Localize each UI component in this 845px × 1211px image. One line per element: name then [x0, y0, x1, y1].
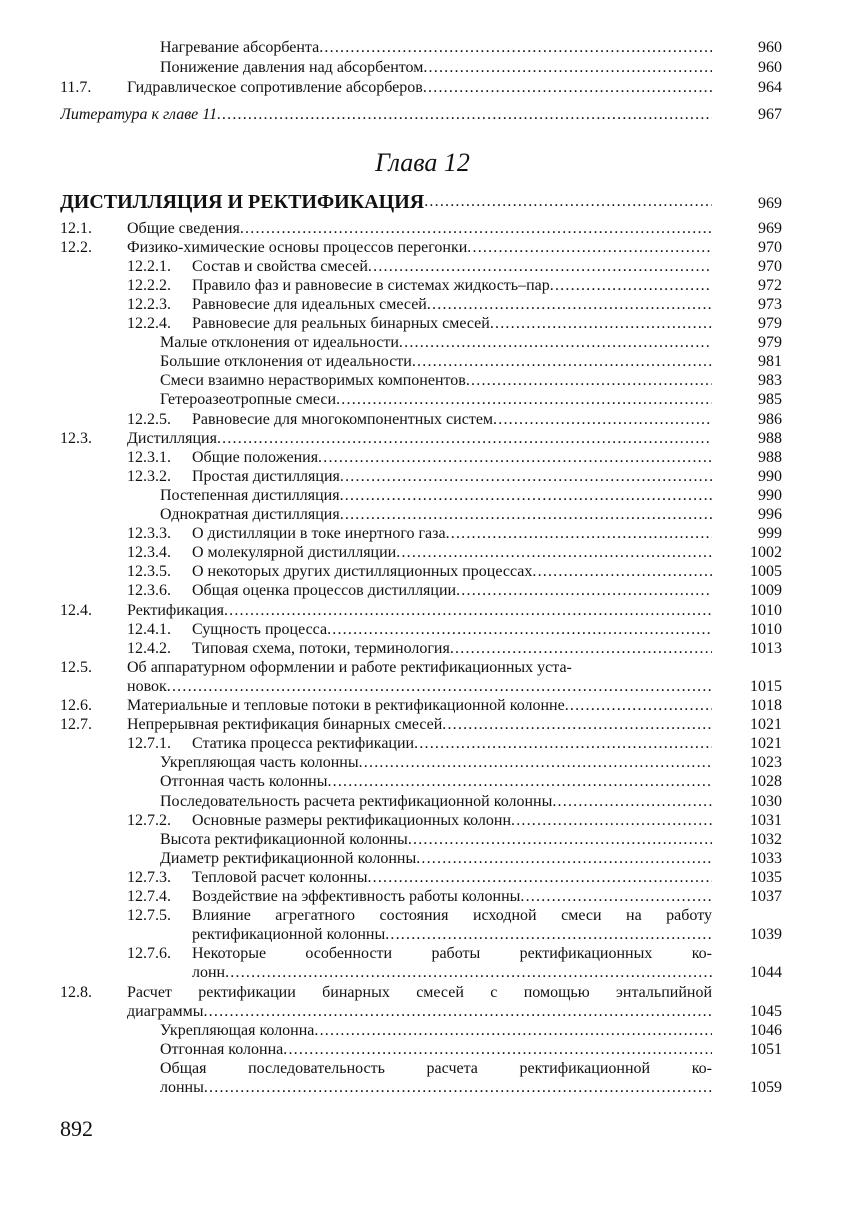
toc-entry: [60, 390, 782, 409]
page-number: 979: [758, 334, 782, 352]
page-number: 990: [758, 486, 782, 504]
entry-body: [127, 620, 712, 639]
entry-body: [127, 257, 712, 276]
dot-leader: [467, 238, 712, 257]
entry-body: [127, 658, 712, 677]
toc-entry: [60, 524, 782, 543]
entry-title: Об аппаратурном оформлении и работе ректификационных уста-: [127, 658, 572, 676]
subsection-number: 12.2.5.: [127, 410, 171, 428]
subsection-number: 12.3.6.: [127, 582, 171, 600]
toc-entry: [60, 887, 782, 906]
entry-body: [127, 429, 712, 448]
entry-title: Нагревание абсорбента: [160, 38, 320, 56]
subsection-number: 12.3.5.: [127, 563, 171, 581]
toc-entry: [60, 276, 782, 295]
page-number: 970: [758, 257, 782, 275]
entry-title: Постепенная дистилляция: [160, 486, 340, 504]
subsection-number: 12.7.5.: [127, 907, 171, 925]
entry-title: Малые отклонения от идеальности: [160, 334, 399, 352]
dot-leader: [399, 333, 712, 352]
dot-leader: [416, 849, 712, 868]
entry-title: Сущность процесса: [192, 620, 328, 638]
section-number: 12.6.: [60, 697, 92, 714]
entry-title: Расчет ректификации бинарных смесей с помощью энтальпийной: [127, 983, 712, 1001]
entry-body: [127, 1059, 712, 1078]
entry-body: [127, 58, 712, 77]
toc-entry: [60, 830, 782, 849]
dot-leader: [283, 1040, 712, 1059]
section-number: 12.8.: [60, 983, 92, 1001]
subsection-number: 12.2.3.: [127, 295, 171, 313]
entry-title: Укрепляющая колонна: [160, 1021, 315, 1039]
page-number: 1039: [750, 926, 782, 944]
dot-leader: [552, 792, 712, 811]
page-number: 1044: [750, 964, 782, 982]
entry-title: Литература к главе 11: [60, 106, 218, 123]
entry-title: новок: [127, 677, 167, 695]
entry-body: [127, 276, 712, 295]
entry-body: [127, 333, 712, 352]
toc-entry: [60, 696, 782, 715]
dot-leader: [217, 105, 712, 124]
entry-title: Последовательность расчета ректификационной колонны: [160, 792, 553, 810]
entry-body: [127, 849, 712, 868]
entry-body: [127, 78, 712, 97]
entry-body: [127, 696, 712, 715]
toc-entry: [60, 448, 782, 467]
dot-leader: [490, 314, 712, 333]
toc-entry: [60, 257, 782, 276]
entry-title: Высота ректификационной колонны: [160, 830, 408, 848]
page-number: 960: [758, 58, 782, 76]
entry-body: [127, 371, 712, 390]
page-number: 1002: [750, 544, 782, 562]
page-number: 988: [758, 429, 782, 447]
page-number: 1030: [750, 792, 782, 810]
entry-title: Влияние агрегатного состояния исходной смеси на работу: [192, 907, 712, 925]
entry-title: Общая последовательность расчета ректификационной ко-: [160, 1059, 712, 1077]
entry-body: [127, 753, 712, 772]
page-number: 1005: [750, 563, 782, 581]
toc-entry: [60, 238, 782, 257]
entry-title: Тепловой расчет колонны: [192, 868, 368, 886]
toc-entry: [60, 1078, 782, 1097]
entry-body: [127, 410, 712, 429]
page-number: 1037: [750, 888, 782, 905]
subsection-number: 12.7.6.: [127, 945, 171, 963]
entry-body: [127, 1078, 712, 1097]
dot-leader: [327, 620, 712, 639]
page-number: 1031: [750, 811, 782, 829]
entry-body: [127, 639, 712, 658]
subsection-number: 12.7.4.: [127, 888, 171, 905]
dot-leader: [217, 429, 712, 448]
toc-entry: [60, 371, 782, 390]
subsection-number: 12.7.2.: [127, 811, 171, 829]
toc-entry: [60, 658, 782, 677]
page-number: 990: [758, 467, 782, 485]
toc-entry: [60, 983, 782, 1002]
page-number: 1009: [750, 582, 782, 600]
page-number: 1059: [750, 1079, 782, 1096]
dot-leader: [532, 562, 712, 581]
entry-title: Диаметр ректификационной колонны: [160, 849, 417, 867]
chapter-title: [60, 190, 782, 216]
toc-entry: [60, 715, 782, 734]
page-number: 972: [758, 276, 782, 294]
toc-entry: [60, 811, 782, 830]
page-number: 1023: [750, 754, 782, 772]
entry-title: лонны: [160, 1079, 204, 1096]
subsection-number: 12.3.3.: [127, 525, 171, 543]
dot-leader: [167, 677, 712, 696]
dot-leader: [414, 734, 712, 753]
dot-leader: [423, 78, 712, 97]
toc-entry: [60, 1040, 782, 1059]
toc-entry: [60, 581, 782, 600]
toc-entry: [60, 753, 782, 772]
page-number: 973: [758, 295, 782, 313]
toc-entry: [60, 219, 782, 238]
page-number: 999: [758, 525, 782, 543]
section-number: 12.1.: [60, 219, 92, 237]
entry-title: Понижение давления над абсорбентом: [160, 58, 424, 76]
entry-body: [127, 314, 712, 333]
entry-title: Равновесие для реальных бинарных смесей: [192, 315, 490, 332]
entry-body: [127, 887, 712, 906]
entry-body: [127, 925, 712, 944]
entry-title: Основные размеры ректификационных колонн: [192, 811, 511, 829]
dot-leader: [225, 963, 712, 982]
toc-entry: [60, 734, 782, 753]
entry-body: [127, 677, 712, 696]
dot-leader: [318, 448, 712, 467]
toc-entry: [60, 925, 782, 944]
entry-body: [127, 524, 712, 543]
entry-title: Воздействие на эффективность работы колонны: [192, 888, 521, 905]
toc-entry: [60, 543, 782, 562]
toc-entry: [60, 467, 782, 486]
entry-title: Материальные и тепловые потоки в ректификационной колонне: [127, 697, 565, 714]
toc-entry: [60, 562, 782, 581]
page-number: 960: [758, 38, 782, 56]
toc-entry: [60, 772, 782, 791]
entry-title: Состав и свойства смесей: [192, 257, 368, 275]
toc-entry: [60, 868, 782, 887]
dot-leader: [565, 696, 712, 715]
page-number: 985: [758, 391, 782, 409]
dot-leader: [493, 410, 712, 429]
toc-entry: [60, 792, 782, 811]
entry-title: лонн: [192, 964, 226, 982]
entry-body: [127, 1040, 712, 1059]
toc-entry: [60, 677, 782, 696]
dot-leader: [319, 38, 712, 57]
toc-entry: [60, 429, 782, 448]
entry-body: [127, 792, 712, 811]
toc-entry: [60, 38, 782, 57]
page-number: 967: [758, 106, 782, 123]
dot-leader: [550, 276, 712, 295]
subsection-number: 12.3.1.: [127, 448, 171, 466]
page-number: 981: [758, 353, 782, 371]
toc-entry: [60, 486, 782, 505]
entry-title: Типовая схема, потоки, терминология: [192, 639, 450, 657]
page-number: 1010: [750, 601, 782, 619]
entry-body: [127, 715, 712, 734]
page-number: 1045: [750, 1002, 782, 1020]
page-number: 1051: [750, 1040, 782, 1058]
section-number: 12.5.: [60, 658, 92, 676]
dot-leader: [446, 524, 712, 543]
dot-leader: [456, 581, 712, 600]
entry-title: Гетероазеотропные смеси: [160, 391, 337, 409]
section-number: 12.2.: [60, 238, 92, 256]
toc-entry: [60, 295, 782, 314]
entry-body: [127, 295, 712, 314]
dot-leader: [340, 505, 712, 524]
entry-body: [127, 505, 712, 524]
entry-body: [127, 390, 712, 409]
entry-title: Общая оценка процессов дистилляции: [192, 582, 457, 600]
page-number: 969: [758, 219, 782, 237]
toc-entry: [60, 58, 782, 77]
toc-entry-literature: [60, 105, 782, 124]
entry-title: Ректификация: [127, 601, 224, 619]
entry-body: [127, 944, 712, 963]
dot-leader: [340, 467, 712, 486]
section-number: 12.3.: [60, 429, 92, 447]
page-number: 979: [758, 315, 782, 332]
entry-title: Непрерывная ректификация бинарных смесей: [127, 716, 443, 734]
entry-title: Однократная дистилляция: [160, 506, 340, 523]
toc-entry: [60, 1059, 782, 1078]
entry-title: Правило фаз и равновесие в системах жидкость–пар: [192, 276, 550, 294]
dot-leader: [336, 390, 712, 409]
entry-body: [127, 543, 712, 562]
entry-title: Отгонная часть колонны: [160, 773, 328, 791]
dot-leader: [466, 371, 712, 390]
entry-body: [127, 601, 712, 620]
entry-body: [127, 467, 712, 486]
entry-body: [127, 906, 712, 925]
dot-leader: [368, 257, 712, 276]
page-number: 986: [758, 410, 782, 428]
entry-body: [127, 352, 712, 371]
entry-body: [127, 811, 712, 830]
entry-body: [127, 486, 712, 505]
entry-title: Отгонная колонна: [160, 1040, 284, 1058]
page-number: 969: [758, 195, 782, 212]
page-number: 983: [758, 372, 782, 390]
entry-title: диаграммы: [127, 1002, 204, 1020]
toc-entry: [60, 78, 782, 97]
subsection-number: 12.4.1.: [127, 620, 171, 638]
page-number: 988: [758, 448, 782, 466]
toc-entry: [60, 1002, 782, 1021]
entry-title: Дистилляция: [127, 429, 217, 447]
toc-entry: [60, 639, 782, 658]
page-number: 1032: [750, 830, 782, 848]
page-number: 1021: [750, 716, 782, 734]
page-number: 1013: [750, 639, 782, 657]
subsection-number: 12.7.3.: [127, 868, 171, 886]
entry-body: [127, 983, 712, 1002]
entry-title: Укрепляющая часть колонны: [160, 754, 359, 772]
dot-leader: [412, 352, 712, 371]
entry-title: О дистилляции в токе инертного газа: [192, 525, 446, 543]
subsection-number: 12.2.1.: [127, 257, 171, 275]
entry-body: [127, 963, 712, 982]
entry-title: О молекулярной дистилляции: [192, 544, 397, 562]
dot-leader: [203, 1002, 712, 1021]
dot-leader: [424, 190, 712, 214]
subsection-number: 12.3.4.: [127, 544, 171, 562]
entry-title: Гидравлическое сопротивление абсорберов: [127, 78, 423, 96]
entry-title: Некоторые особенности работы ректификационных ко-: [192, 945, 712, 963]
section-number: 12.7.: [60, 716, 92, 734]
page-number: 1018: [750, 697, 782, 714]
toc-entry: [60, 906, 782, 925]
toc-entry: [60, 352, 782, 371]
subsection-number: 12.2.4.: [127, 315, 171, 332]
entry-body: [127, 38, 712, 57]
chapter-title-text: ДИСТИЛЛЯЦИЯ И РЕКТИФИКАЦИЯ: [60, 191, 425, 213]
entry-title: Смеси взаимно нерастворимых компонентов: [160, 372, 466, 390]
entry-body: [127, 830, 712, 849]
entry-body: [127, 868, 712, 887]
entry-body: [127, 772, 712, 791]
entry-title: Простая дистилляция: [192, 467, 340, 485]
folio-page-number: 892: [60, 1116, 93, 1141]
toc-entry: [60, 1021, 782, 1040]
entry-body: [127, 448, 712, 467]
dot-leader: [314, 1021, 712, 1040]
dot-leader: [367, 868, 712, 887]
chapter-label: Глава 12: [375, 148, 470, 177]
page-number: 1010: [750, 620, 782, 638]
page-number: 1046: [750, 1021, 782, 1039]
section-number: 11.7.: [60, 78, 92, 96]
entry-title: Равновесие для многокомпонентных систем: [192, 410, 494, 428]
toc-entry: [60, 601, 782, 620]
page-number: 1021: [750, 735, 782, 753]
toc-entry: [60, 410, 782, 429]
dot-leader: [423, 58, 712, 77]
subsection-number: 12.4.2.: [127, 639, 171, 657]
toc-entry: [60, 505, 782, 524]
entry-title: Общие сведения: [127, 219, 240, 237]
entry-body: [127, 219, 712, 238]
dot-leader: [204, 1078, 712, 1097]
page-number: 1035: [750, 868, 782, 886]
dot-leader: [442, 715, 712, 734]
dot-leader: [396, 543, 712, 562]
entry-title: Равновесие для идеальных смесей: [192, 295, 427, 313]
entry-title: О некоторых других дистилляционных процессах: [192, 563, 533, 581]
dot-leader: [340, 486, 712, 505]
entry-title: ректификационной колонны: [192, 926, 386, 944]
toc-entry: [60, 849, 782, 868]
toc-entry: [60, 333, 782, 352]
dot-leader: [520, 887, 712, 906]
entry-body: [127, 1021, 712, 1040]
dot-leader: [240, 219, 712, 238]
toc-entry: [60, 944, 782, 963]
page-number: 1015: [750, 677, 782, 695]
entry-title: Статика процесса ректификации: [192, 735, 415, 753]
subsection-number: 12.7.1.: [127, 735, 171, 753]
entry-body: [127, 238, 712, 257]
toc-entry: [60, 314, 782, 333]
toc-entry: [60, 620, 782, 639]
section-number: 12.4.: [60, 601, 92, 619]
toc-entry: [60, 963, 782, 982]
subsection-number: 12.2.2.: [127, 276, 171, 294]
subsection-number: 12.3.2.: [127, 467, 171, 485]
page-number: 964: [758, 78, 782, 96]
dot-leader: [511, 811, 712, 830]
dot-leader: [327, 772, 712, 791]
dot-leader: [385, 925, 712, 944]
entry-body: [127, 734, 712, 753]
page-number: 1028: [750, 773, 782, 791]
page-number: 996: [758, 506, 782, 523]
dot-leader: [427, 295, 712, 314]
page-number: 1033: [750, 849, 782, 867]
entry-title: Физико-химические основы процессов перегонки: [127, 238, 468, 256]
dot-leader: [359, 753, 712, 772]
page-number: 970: [758, 238, 782, 256]
entry-title: Общие положения: [192, 448, 319, 466]
entry-body: [127, 581, 712, 600]
entry-body: [127, 562, 712, 581]
dot-leader: [450, 639, 712, 658]
entry-title: Большие отклонения от идеальности: [160, 353, 412, 371]
dot-leader: [408, 830, 712, 849]
entry-body: [127, 1002, 712, 1021]
dot-leader: [224, 601, 712, 620]
